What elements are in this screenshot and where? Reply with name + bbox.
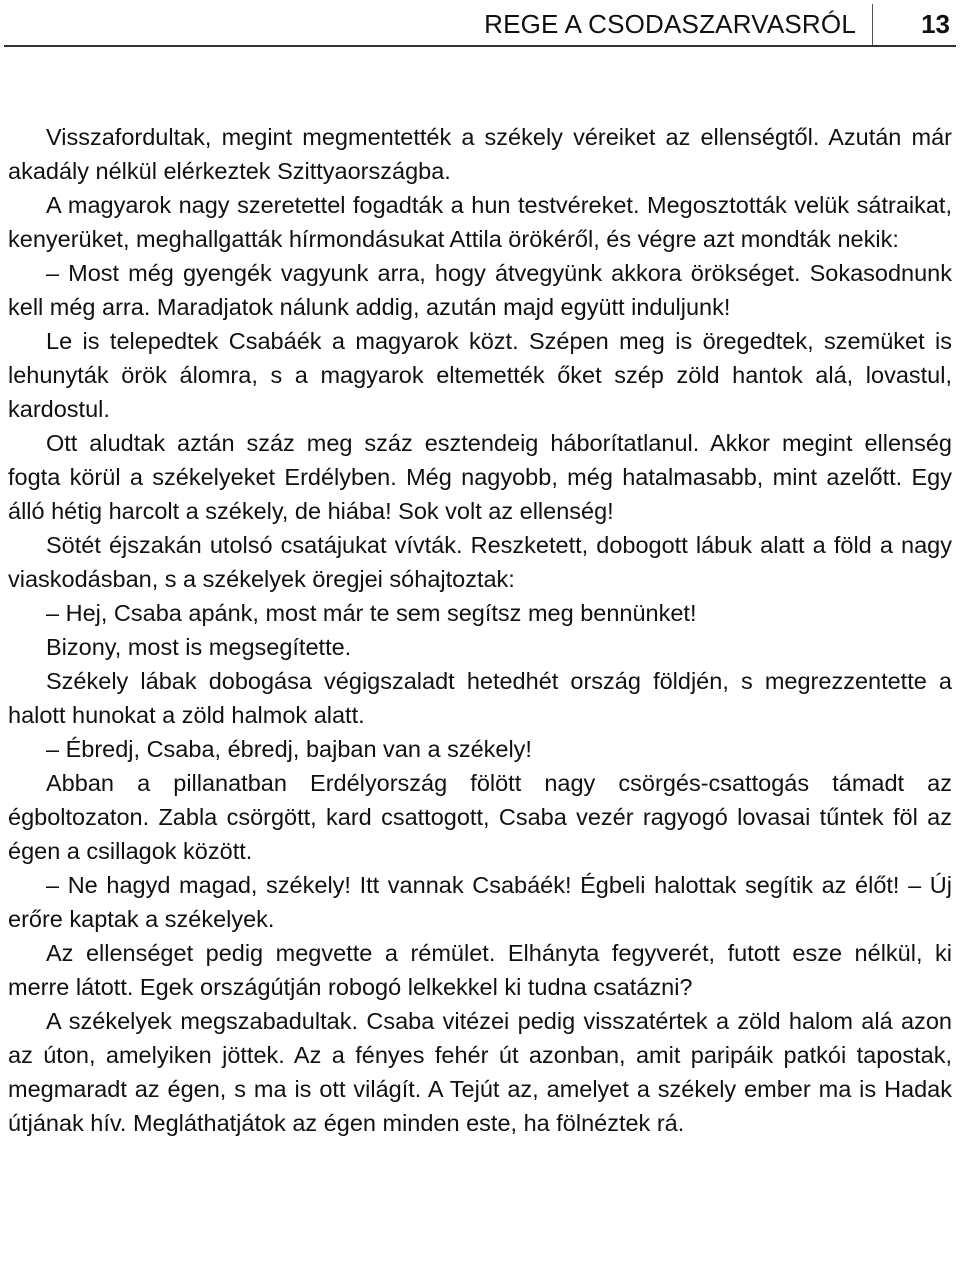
paragraph-4: Le is telepedtek Csabáék a magyarok közt. Szépen meg is öregedtek, szemüket is lehunyták örök álomra, s a magyarok eltemették őket szép zöld hantok alá, lovastul, kardostul.	[8, 328, 952, 422]
paragraph-2: A magyarok nagy szeretettel fogadták a hun testvéreket. Megosztották velük sátraikat, kenyerüket, meghallgatták hírmondásukat Attila örökéről, és végre azt mondták nekik:	[8, 192, 952, 252]
paragraph-6: Sötét éjszakán utolsó csatájukat vívták. Reszketett, dobogott lábuk alatt a föld a nagy viaskodásban, s a székelyek öregjei sóhajtoztak:	[8, 532, 952, 592]
header-rule	[4, 45, 956, 47]
page-number: 13	[921, 9, 950, 39]
paragraph-7: – Hej, Csaba apánk, most már te sem segítsz meg bennünket!	[46, 600, 697, 626]
paragraph-13: Az ellenséget pedig megvette a rémület. Elhányta fegyverét, futott esze nélkül, ki merre látott. Egek országútján robogó lelkekkel ki tudna csatázni?	[8, 940, 952, 1000]
running-header	[0, 0, 960, 47]
paragraph-10: – Ébredj, Csaba, ébredj, bajban van a székely!	[46, 736, 532, 762]
paragraph-3: – Most még gyengék vagyunk arra, hogy átvegyünk akkora örökséget. Sokasodnunk kell még arra. Maradjatok nálunk addig, azután majd együtt induljunk!	[8, 260, 952, 320]
paragraph-9: Székely lábak dobogása végigszaladt hetedhét ország földjén, s megrezzentette a halott hunokat a zöld halmok alatt.	[8, 668, 952, 728]
story-body	[8, 120, 952, 1140]
paragraph-11: Abban a pillanatban Erdélyország fölött nagy csörgés-csattogás támadt az égboltozaton. Zabla csörgött, kard csattogott, Csaba vezér ragyogó lovasai tűntek föl az égen a csillagok között.	[8, 770, 952, 864]
paragraph-12: – Ne hagyd magad, székely! Itt vannak Csabáék! Égbeli halottak segítik az élőt! – Új erőre kaptak a székelyek.	[8, 872, 952, 932]
paragraph-5: Ott aludtak aztán száz meg száz esztendeig háborítatlanul. Akkor megint ellenség fogta körül a székelyeket Erdélyben. Még nagyobb, még hatalmasabb, mint azelőtt. Egy álló hétig harcolt a székely, de hiába! Sok volt az ellenség!	[8, 430, 952, 524]
header-separator	[872, 4, 873, 46]
paragraph-8: Bizony, most is megsegítette.	[46, 634, 352, 660]
chapter-title: REGE A CSODASZARVASRÓL	[484, 9, 856, 39]
paragraph-1: Visszafordultak, megint megmentették a székely véreiket az ellenségtől. Azután már akadály nélkül elérkeztek Szittyaországba.	[8, 124, 952, 184]
paragraph-14: A székelyek megszabadultak. Csaba vitézei pedig visszatértek a zöld halom alá azon az úton, amelyiken jöttek. Az a fényes fehér út azonban, amit paripáik patkói tapostak, megmaradt az égen, s ma is ott világít. A Tejút az, amelyet a székely ember ma is Hadak útjának hív. Megláthatjátok az égen minden este, ha fölnéztek rá.	[8, 1008, 952, 1136]
